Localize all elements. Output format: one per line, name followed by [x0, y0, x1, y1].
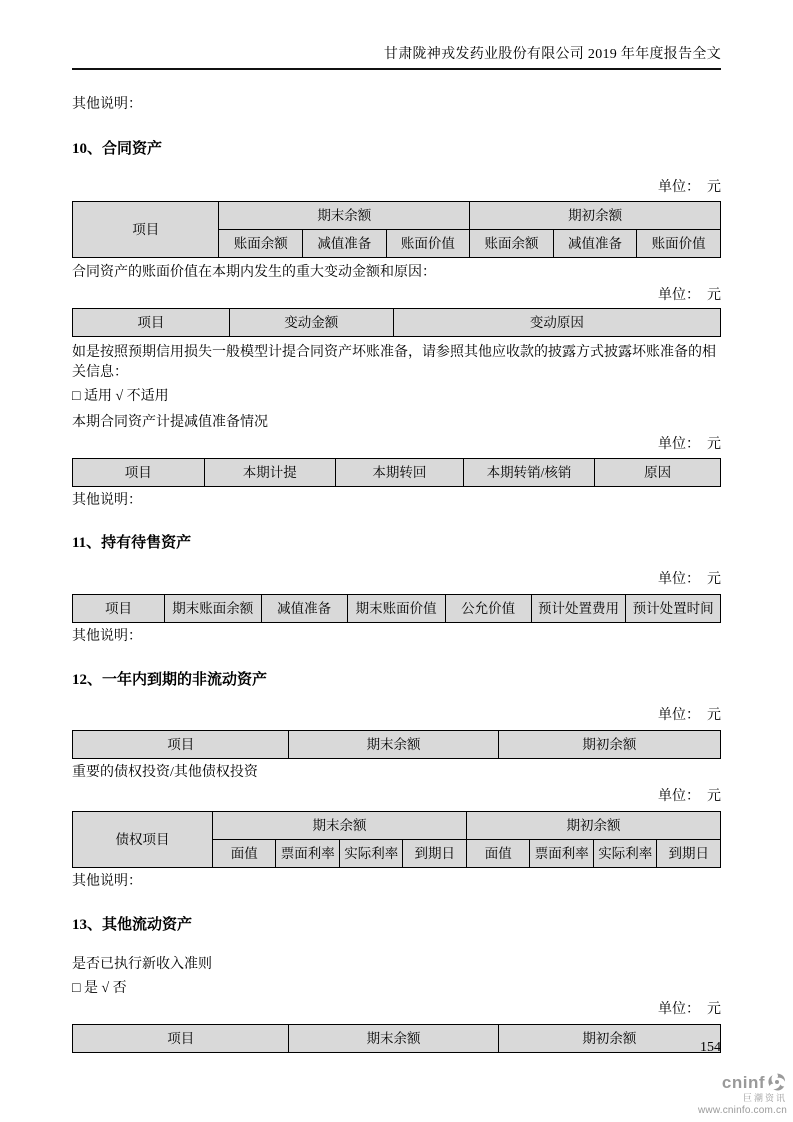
other-note: 其他说明： [72, 874, 142, 889]
page-content [72, 75, 721, 1053]
table-header-cell: 项目 [73, 202, 219, 258]
cninfo-logo-brand: cninf [721, 1072, 765, 1092]
table-header-cell: 实际利率 [339, 840, 403, 868]
table-header-cell: 公允价值 [445, 595, 531, 623]
cninfo-logo-name: 巨潮资讯 [742, 1093, 787, 1103]
section-title-10: 10、合同资产 [72, 141, 163, 157]
unit-label: 单位： 元 [658, 572, 721, 587]
table-header-cell: 预计处置费用 [531, 595, 626, 623]
table [72, 811, 721, 868]
table-header-cell: 减值准备 [553, 230, 637, 258]
unit-label: 单位： 元 [658, 1002, 721, 1017]
paragraph-debt-investments: 重要的债权投资/其他债权投资 [72, 765, 258, 780]
table-header-cell: 项目 [73, 1025, 289, 1053]
table-header-cell: 本期转销/核销 [463, 459, 595, 487]
cninfo-logo-url: www.cninfo.com.cn [698, 1105, 787, 1116]
table-header-cell: 期末账面余额 [165, 595, 262, 623]
unit-label: 单位： 元 [658, 180, 721, 195]
table-header-cell: 账面余额 [470, 230, 554, 258]
table-header-cell: 减值准备 [261, 595, 347, 623]
table [72, 730, 721, 759]
table-header-cell: 账面价值 [386, 230, 470, 258]
table-header-cell: 期初余额 [498, 1025, 720, 1053]
report-header-title: 甘肃陇神戎发药业股份有限公司 2019 年年度报告全文 [383, 47, 721, 62]
section-title-13: 13、其他流动资产 [72, 917, 193, 933]
other-note: 其他说明： [72, 629, 142, 644]
unit-label: 单位： 元 [658, 288, 721, 303]
table-header-cell: 期初余额 [498, 731, 720, 759]
table [72, 308, 721, 337]
table-header-cell: 预计处置时间 [626, 595, 721, 623]
held-for-sale-table [72, 594, 721, 623]
table [72, 594, 721, 623]
table-header-cell: 债权项目 [73, 812, 213, 868]
table-header-cell: 减值准备 [303, 230, 387, 258]
table-header-cell: 项目 [73, 595, 165, 623]
page-number: 154 [700, 1040, 721, 1055]
table-header-cell: 期末账面价值 [347, 595, 445, 623]
checkbox-applicable: □ 适用 √ 不适用 [72, 389, 169, 404]
table-header-cell: 项目 [73, 309, 230, 337]
checkbox-yes-no: □ 是 √ 否 [72, 981, 127, 996]
table-header-cell: 变动原因 [393, 309, 720, 337]
table-header-cell: 变动金额 [229, 309, 393, 337]
table [72, 201, 721, 258]
table-header-cell: 面值 [466, 840, 530, 868]
other-note: 其他说明： [72, 493, 142, 508]
table-header-cell: 实际利率 [593, 840, 657, 868]
debt-investments-table [72, 811, 721, 868]
table-header-cell: 期末余额 [212, 812, 466, 840]
table-header-cell: 项目 [73, 731, 289, 759]
table-header-cell: 本期转回 [336, 459, 464, 487]
unit-label: 单位： 元 [658, 437, 721, 452]
table-header-cell: 账面价值 [637, 230, 721, 258]
table-header-cell: 期初余额 [466, 812, 720, 840]
paragraph-ecl: 如是按照预期信用损失一般模型计提合同资产坏账准备，请参照其他应收款的披露方式披露坏账准备的相关信息： [72, 345, 716, 380]
section-title-12: 12、一年内到期的非流动资产 [72, 672, 268, 688]
table-header-cell: 到期日 [657, 840, 721, 868]
table-header-cell: 本期计提 [204, 459, 336, 487]
section-title-11: 11、持有待售资产 [72, 535, 192, 551]
table [72, 1024, 721, 1053]
table-header-cell: 票面利率 [530, 840, 594, 868]
other-current-assets-table [72, 1024, 721, 1053]
table-header-cell: 期初余额 [470, 202, 721, 230]
table [72, 458, 721, 487]
cninfo-logo [698, 1072, 787, 1116]
table-header-cell: 期末余额 [289, 1025, 498, 1053]
unit-label: 单位： 元 [658, 708, 721, 723]
unit-label: 单位： 元 [658, 789, 721, 804]
table-header-cell: 到期日 [403, 840, 467, 868]
contract-asset-balance-table [72, 201, 721, 258]
due-within-one-year-table [72, 730, 721, 759]
table-header-cell: 期末余额 [289, 731, 498, 759]
table-header-cell: 票面利率 [276, 840, 340, 868]
table-header-cell: 面值 [212, 840, 276, 868]
paragraph-change: 合同资产的账面价值在本期内发生的重大变动金额和原因： [72, 265, 436, 280]
table-header-cell: 项目 [73, 459, 205, 487]
contract-asset-changes-table [72, 308, 721, 337]
other-note: 其他说明： [72, 97, 142, 112]
contract-asset-provision-table [72, 458, 721, 487]
page-header [72, 0, 721, 70]
paragraph-provision: 本期合同资产计提减值准备情况 [72, 415, 268, 430]
table-header-cell: 原因 [595, 459, 721, 487]
table-header-cell: 期末余额 [219, 202, 470, 230]
paragraph-new-revenue: 是否已执行新收入准则 [72, 957, 212, 972]
cninfo-swirl-icon [767, 1072, 787, 1092]
table-header-cell: 账面余额 [219, 230, 303, 258]
